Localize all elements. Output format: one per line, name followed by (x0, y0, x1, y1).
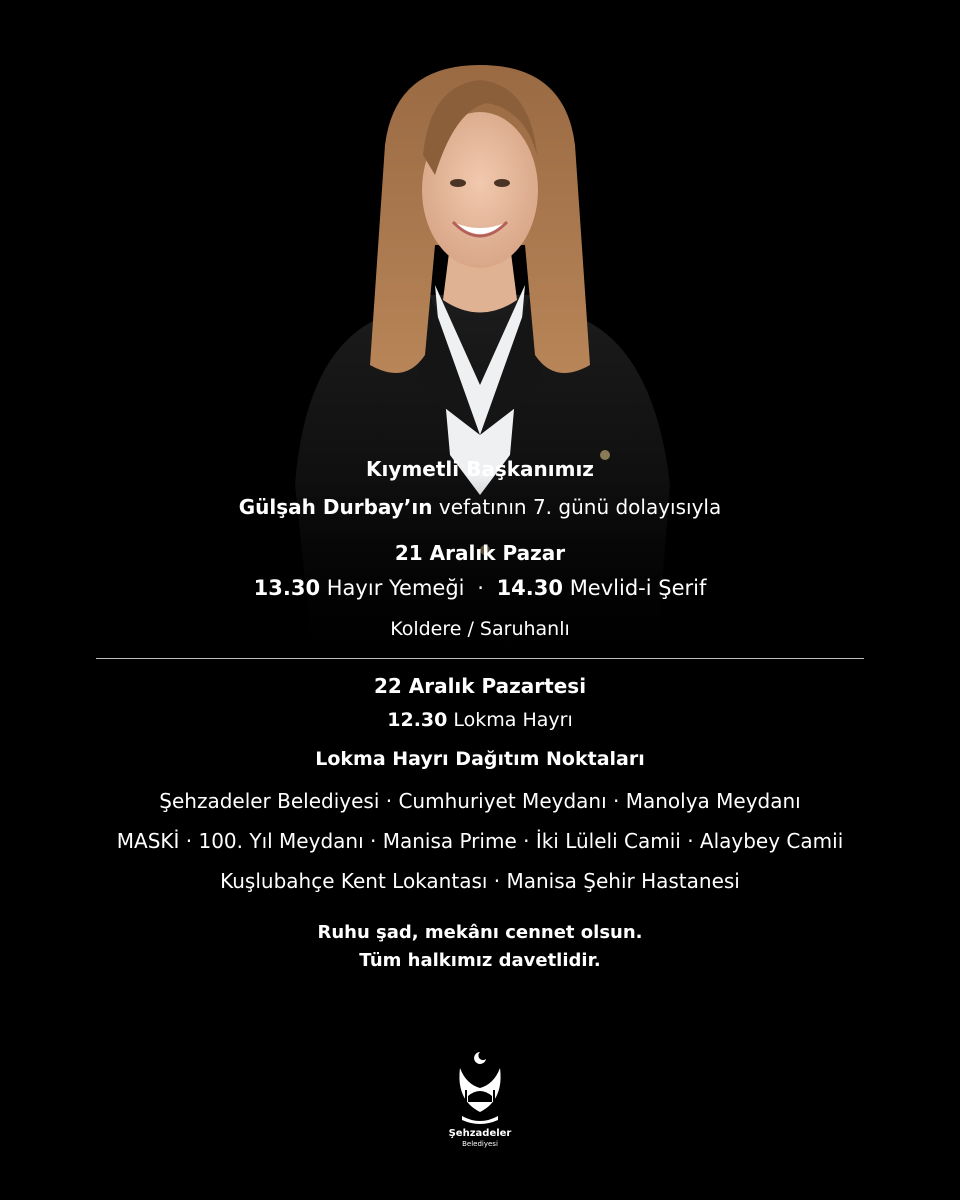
locations-row-3: Kuşlubahçe Kent Lokantası · Manisa Şehir Hastanesi (220, 869, 740, 893)
day1-place: Koldere / Saruhanlı (390, 618, 570, 640)
deceased-name: Gülşah Durbay’ın (238, 495, 433, 519)
municipality-logo (430, 1050, 530, 1160)
day2-event: Lokma Hayrı (453, 709, 573, 731)
day1-separator: · (477, 576, 484, 600)
day2-date: 22 Aralık Pazartesi (373, 674, 587, 698)
event-info (0, 455, 960, 975)
locations-row-2: MASKİ · 100. Yıl Meydanı · Manisa Prime · İki Lüleli Camii · Alaybey Camii (116, 829, 844, 853)
announcement-subtitle (0, 493, 960, 521)
day1-date: 21 Aralık Pazar (394, 541, 566, 565)
day1-time1: 13.30 (253, 576, 321, 600)
logo-name: Şehzadeler (448, 1128, 512, 1139)
closing-line-2: Tüm halkımız davetlidir. (359, 950, 601, 971)
day2-time: 12.30 (387, 709, 448, 731)
section-divider (96, 658, 864, 659)
logo-subtitle: Belediyesi (462, 1140, 498, 1148)
day1-event1: Hayır Yemeği (326, 576, 465, 600)
day1-schedule (0, 573, 960, 603)
occasion-text: vefatının 7. günü dolayısıyla (438, 495, 722, 519)
distribution-points-title: Lokma Hayrı Dağıtım Noktaları (315, 748, 645, 770)
closing-line-1: Ruhu şad, mekânı cennet olsun. (317, 922, 643, 943)
announcement-title: Kıymetli Başkanımız (366, 457, 594, 481)
locations-row-1: Şehzadeler Belediyesi · Cumhuriyet Meydanı · Manolya Meydanı (159, 789, 801, 813)
day1-time2: 14.30 (496, 576, 563, 600)
municipality-logo-icon (454, 1050, 506, 1126)
day1-event2: Mevlid-i Şerif (569, 576, 707, 600)
day2-schedule (0, 706, 960, 734)
